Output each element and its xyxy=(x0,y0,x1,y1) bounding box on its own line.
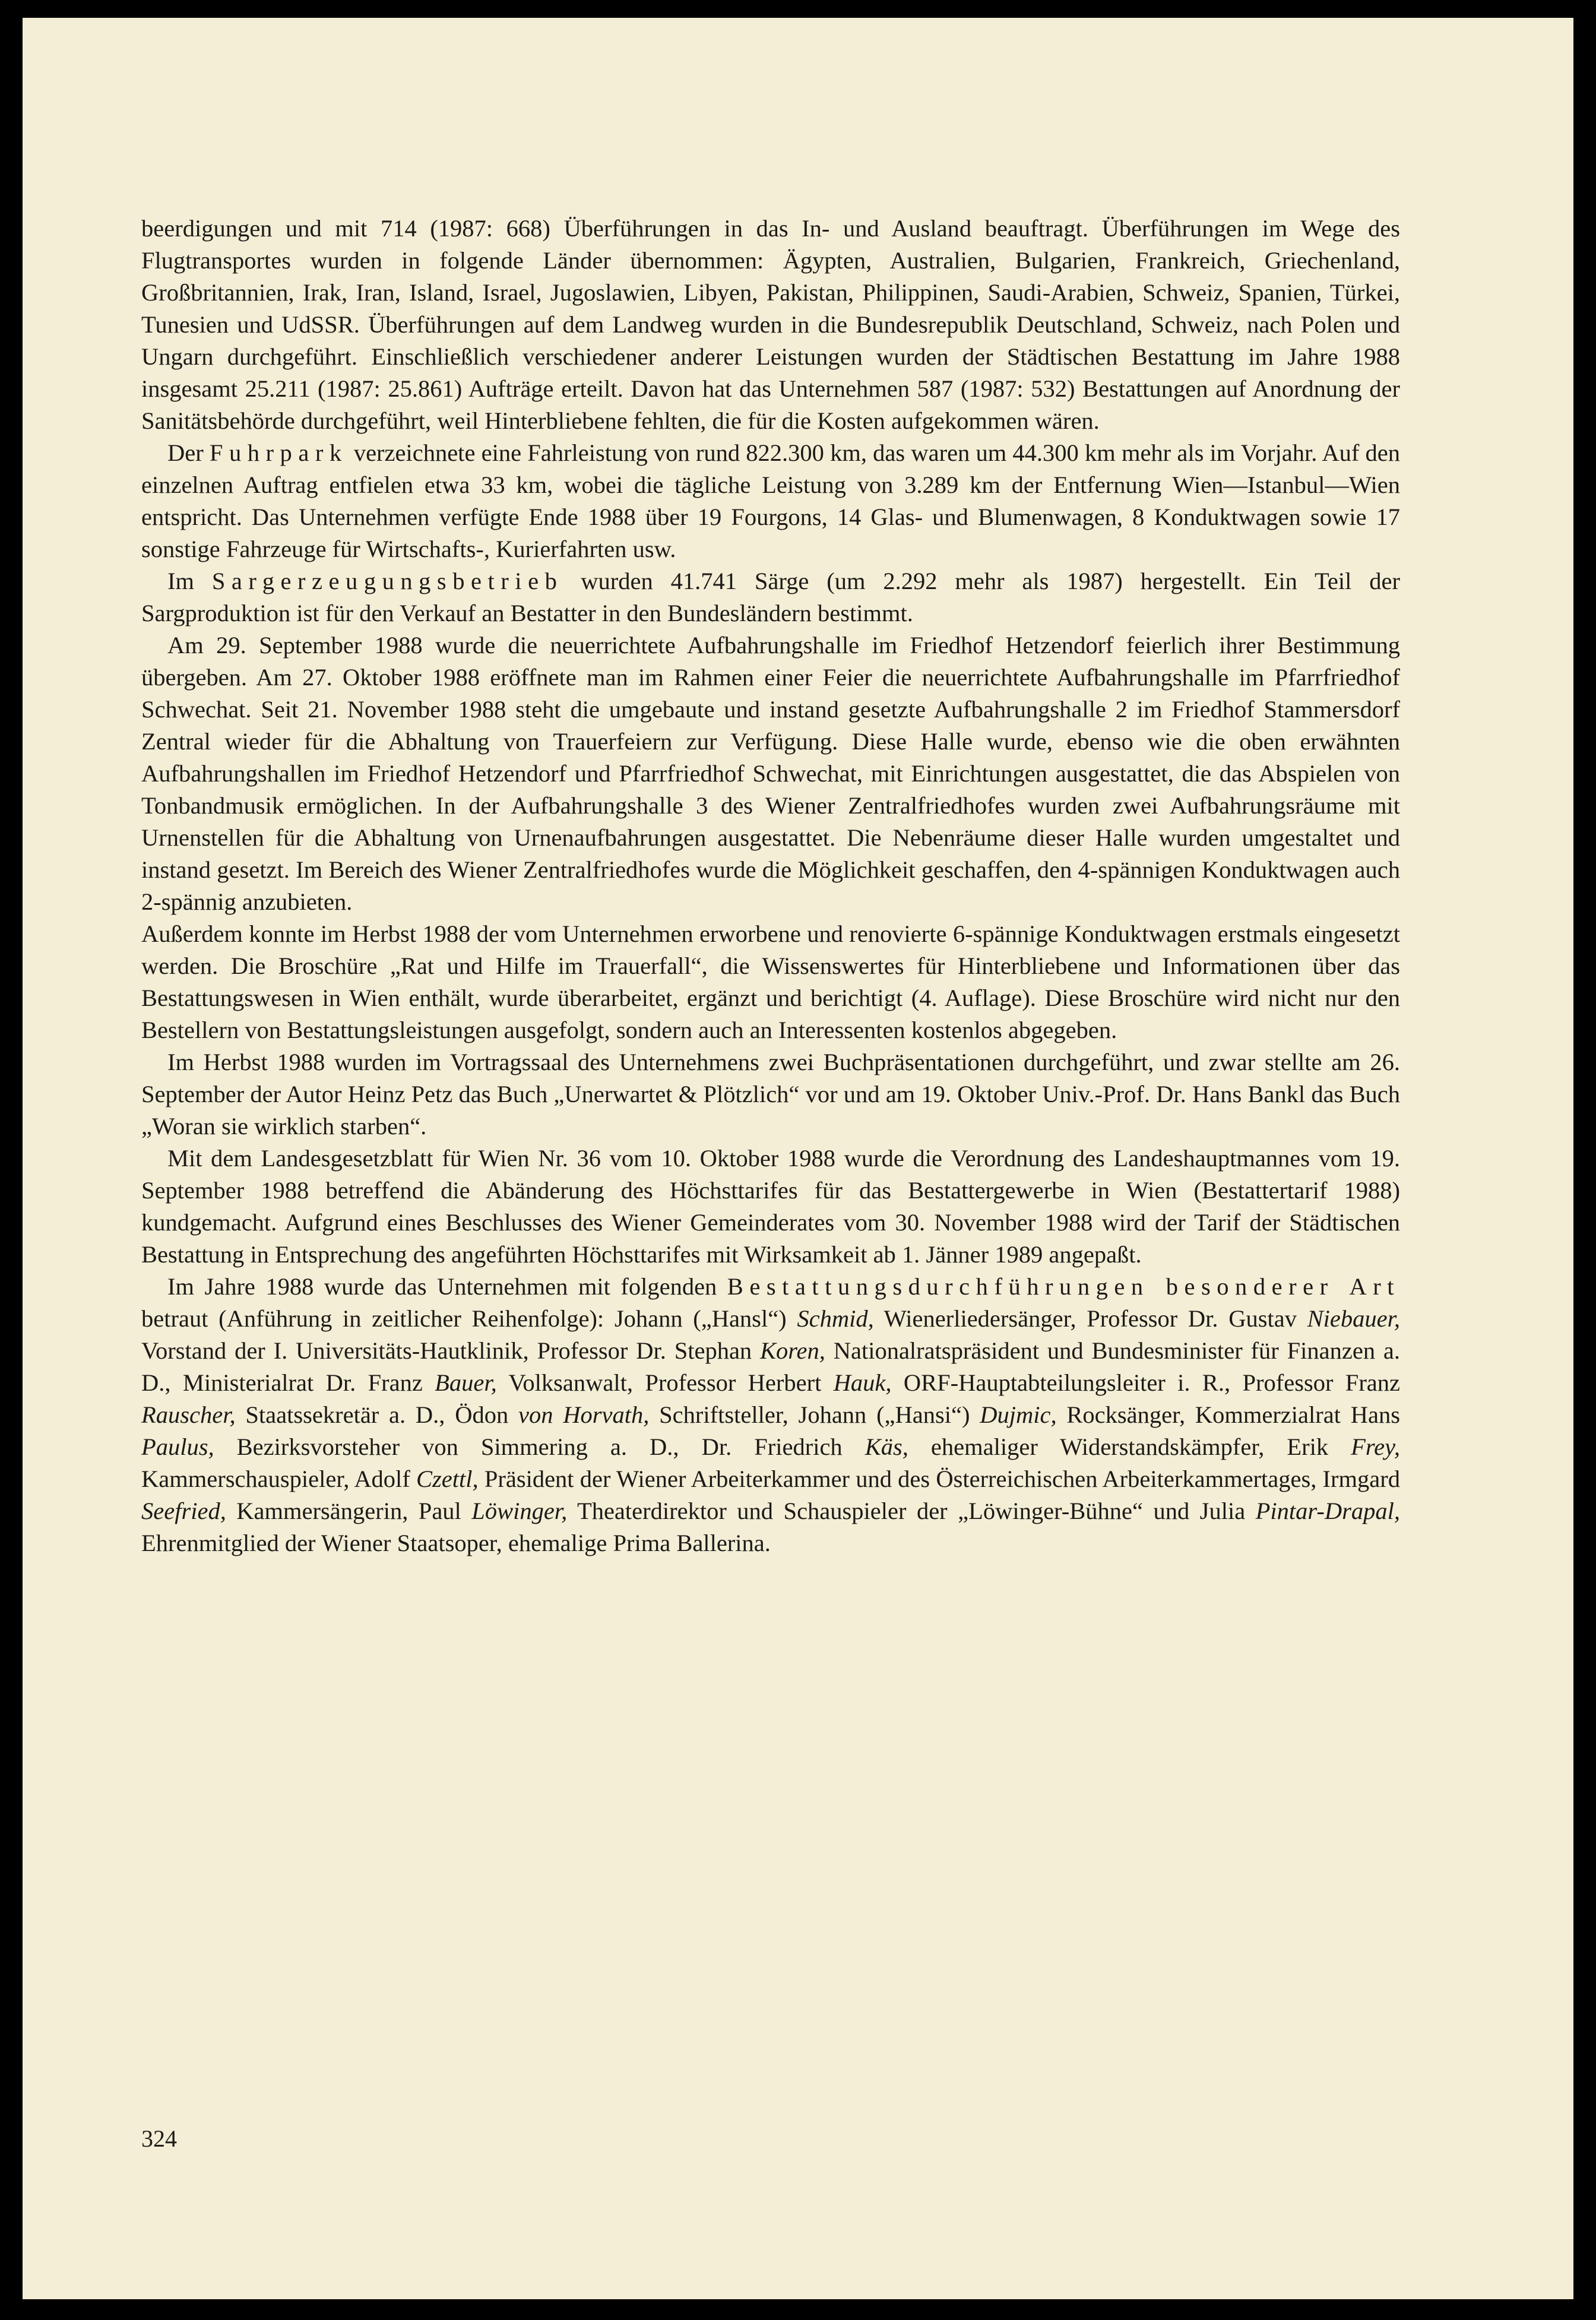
paragraph xyxy=(141,437,1400,565)
text-run: Rocksänger, Kommerzialrat Hans xyxy=(1056,1401,1400,1428)
text-run: Am 29. September 1988 wurde die neuerrichtete Aufbahrungshalle im Friedhof Hetzendorf feierlich ihrer Bestimmung übergeben. Am 27. Oktober 1988 eröffnete man im Rahmen einer Feier die neuerrichtete Aufbahrungshalle im Pfarrfriedhof Schwechat. Seit 21. November 1988 steht die umgebaute und instand gesetzte Aufbahrungshalle 2 im Friedhof Stammersdorf Zentral wieder für die Abhaltung von Trauerfeiern zur Verfügung. Diese Halle wurde, ebenso wie die oben erwähnten Aufbahrungshallen im Friedhof Hetzendorf und Pfarrfriedhof Schwechat, mit Einrichtungen ausgestattet, die das Abspielen von Tonbandmusik ermöglichen. In der Aufbahrungshalle 3 des Wiener Zentralfriedhofes wurden zwei Aufbahrungsräume mit Urnenstellen für die Abhaltung von Urnenaufbahrungen ausgestattet. Die Nebenräume dieser Halle wurden umgestaltet und instand gesetzt. Im Bereich des Wiener Zentralfriedhofes wurde die Möglichkeit geschaffen, den 4-spännigen Konduktwagen auch 2-spännig anzubieten. xyxy=(141,632,1400,915)
text-run: Mit dem Landesgesetzblatt für Wien Nr. 36 vom 10. Oktober 1988 wurde die Verordnung des Landeshauptmannes vom 19. September 1988 betreffend die Abänderung des Höchsttarifes für das Bestattergewerbe in Wien (Bestattertarif 1988) kundgemacht. Aufgrund eines Beschlusses des Wiener Gemeinderates vom 30. November 1988 wird der Tarif der Städtischen Bestattung in Entsprechung des angeführten Höchsttarifes mit Wirksamkeit ab 1. Jänner 1989 angepaßt. xyxy=(141,1145,1400,1268)
person-name: Niebauer, xyxy=(1307,1305,1400,1332)
person-name: Schmid, xyxy=(797,1305,874,1332)
text-run: Im Herbst 1988 wurden im Vortragssaal des Unternehmens zwei Buchpräsentationen durchgeführt, und zwar stellte am 26. September der Autor Heinz Petz das Buch „Unerwartet & Plötzlich“ vor und am 19. Oktober Univ.-Prof. Dr. Hans Bankl das Buch „Woran sie wirklich starben“. xyxy=(141,1049,1400,1140)
paragraph xyxy=(141,1142,1400,1271)
text-run: Bezirksvorsteher von Simmering a. D., Dr. Friedrich xyxy=(214,1433,865,1460)
text-run: Wienerliedersänger, Professor Dr. Gustav xyxy=(873,1305,1307,1332)
person-name: Paulus, xyxy=(141,1433,214,1460)
text-run: Theaterdirektor und Schauspieler der „Löwinger-Bühne“ und Julia xyxy=(567,1498,1256,1524)
body-text xyxy=(141,213,1400,1559)
person-name: Käs, xyxy=(864,1433,908,1460)
paragraph xyxy=(141,1271,1400,1559)
person-name: Löwinger, xyxy=(471,1498,568,1524)
emphasized-term: Sargerzeugungsbetrieb xyxy=(211,568,563,594)
text-run: Der xyxy=(167,439,210,466)
text-run: ORF-Hauptabteilungsleiter i. R., Professor Franz xyxy=(891,1369,1401,1396)
text-run: betraut (Anführung in zeitlicher Reihenfolge): Johann („Hansl“) xyxy=(141,1305,797,1332)
emphasized-term: Bestattungsdurchführungen besonderer Art xyxy=(727,1273,1400,1300)
person-name: Koren, xyxy=(760,1337,825,1364)
paragraph xyxy=(141,565,1400,629)
text-run: Kammerschauspieler, Adolf xyxy=(141,1466,416,1492)
paragraph xyxy=(141,918,1400,1046)
person-name: Seefried, xyxy=(141,1498,226,1524)
text-run: Vorstand der I. Universitäts-Hautklinik, Professor Dr. Stephan xyxy=(141,1337,761,1364)
person-name: von Horvath, xyxy=(518,1401,650,1428)
text-run: Ehrenmitglied der Wiener Staatsoper, ehemalige Prima Ballerina. xyxy=(141,1530,771,1556)
person-name: Rauscher, xyxy=(141,1401,236,1428)
text-run: beerdigungen und mit 714 (1987: 668) Überführungen in das In- und Ausland beauftragt. Überführungen im Wege des Flugtransportes wurden in folgende Länder übernommen: Ägypten, Australien, Bulgarien, Frankreich, Griechenland, Großbritannien, Irak, Iran, Island, Israel, Jugoslawien, Libyen, Pakistan, Philippinen, Saudi-Arabien, Schweiz, Spanien, Türkei, Tunesien und UdSSR. Überführungen auf dem Landweg wurden in die Bundesrepublik Deutschland, Schweiz, nach Polen und Ungarn durchgeführt. Einschließlich verschiedener anderer Leistungen wurden der Städtischen Bestattung im Jahre 1988 insgesamt 25.211 (1987: 25.861) Aufträge erteilt. Davon hat das Unternehmen 587 (1987: 532) Bestattungen auf Anordnung der Sanitätsbehörde durchgeführt, weil Hinterbliebene fehlten, die für die Kosten aufgekommen wären. xyxy=(141,215,1400,434)
text-run: Außerdem konnte im Herbst 1988 der vom Unternehmen erworbene und renovierte 6-spännige Konduktwagen erstmals eingesetzt werden. Die Broschüre „Rat und Hilfe im Trauerfall“, die Wissenswertes für Hinterbliebene und Informationen über das Bestattungswesen in Wien enthält, wurde überarbeitet, ergänzt und berichtigt (4. Auflage). Diese Broschüre wird nicht nur den Bestellern von Bestattungsleistungen ausgefolgt, sondern auch an Interessenten kostenlos abgegeben. xyxy=(141,920,1400,1043)
text-run: ehemaliger Widerstandskämpfer, Erik xyxy=(908,1433,1351,1460)
paragraph xyxy=(141,629,1400,918)
page-number: 324 xyxy=(141,2125,177,2152)
emphasized-term: Fuhrpark xyxy=(209,439,348,466)
person-name: Czettl, xyxy=(416,1466,479,1492)
text-run: Staatssekretär a. D., Ödon xyxy=(235,1401,518,1428)
document-page xyxy=(23,18,1573,2299)
person-name: Hauk, xyxy=(833,1369,892,1396)
person-name: Dujmic, xyxy=(980,1401,1057,1428)
text-run: Nationalratspräsident und Bundesminister für Finanzen a. D., Ministerialrat Dr. Franz xyxy=(141,1337,1400,1396)
text-run: Im Jahre 1988 wurde das Unternehmen mit folgenden xyxy=(167,1273,727,1300)
paragraph xyxy=(141,213,1400,437)
text-run: Schriftsteller, Johann („Hansi“) xyxy=(649,1401,980,1428)
text-run: Volksanwalt, Professor Herbert xyxy=(496,1369,834,1396)
text-run: verzeichnete eine Fahrleistung von rund 822.300 km, das waren um 44.300 km mehr als im Vorjahr. Auf den einzelnen Auftrag entfielen etwa 33 km, wobei die tägliche Leistung von 3.289 km der Entfernung Wien—Istanbul—Wien entspricht. Das Unternehmen verfügte Ende 1988 über 19 Fourgons, 14 Glas- und Blumenwagen, 8 Konduktwagen sowie 17 sonstige Fahrzeuge für Wirtschafts-, Kurierfahrten usw. xyxy=(141,439,1400,562)
person-name: Bauer, xyxy=(435,1369,497,1396)
person-name: Frey, xyxy=(1351,1433,1400,1460)
paragraph xyxy=(141,1046,1400,1142)
text-run: wurden 41.741 Särge (um 2.292 mehr als 1987) hergestellt. Ein Teil der Sargproduktion ist für den Verkauf an Bestatter in den Bundesländern bestimmt. xyxy=(141,568,1400,626)
text-run: Im xyxy=(167,568,212,594)
text-run: Kammersängerin, Paul xyxy=(226,1498,472,1524)
person-name: Pintar-Drapal, xyxy=(1255,1498,1400,1524)
text-run: Präsident der Wiener Arbeiterkammer und des Österreichischen Arbeiterkammertages, Irmgard xyxy=(478,1466,1400,1492)
